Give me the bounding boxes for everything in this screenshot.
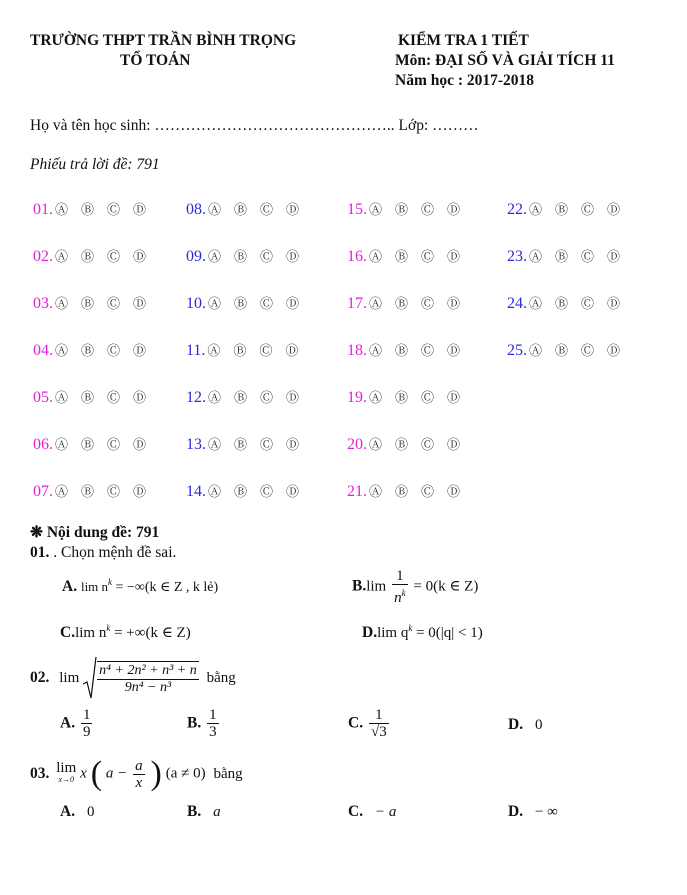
answer-bubble-d[interactable]: Ⓓ — [286, 437, 300, 452]
exponent: k — [408, 623, 413, 633]
expr-a: a − — [105, 765, 128, 782]
answer-bubble-d[interactable]: Ⓓ — [447, 437, 461, 452]
question-number-label: 10. — [186, 295, 206, 312]
answer-bubble-c[interactable]: Ⓒ — [260, 437, 274, 452]
question-number-label: 13. — [186, 436, 206, 453]
bubble-group — [55, 202, 159, 217]
answer-row-20 — [347, 434, 473, 454]
answer-bubble-b[interactable]: Ⓑ — [234, 390, 248, 405]
answer-bubble-c[interactable]: Ⓒ — [107, 249, 121, 264]
fraction-numerator: a — [135, 757, 143, 774]
option-expr: lim n — [75, 625, 107, 642]
lim-text: lim — [56, 760, 77, 776]
answer-bubble-b[interactable]: Ⓑ — [81, 202, 95, 217]
answer-bubble-a[interactable]: Ⓐ — [55, 390, 69, 405]
answer-bubble-a[interactable]: Ⓐ — [55, 343, 69, 358]
option-rest: = −∞(k ∈ Z , k lẻ) — [112, 580, 219, 596]
left-paren: ( — [90, 755, 103, 792]
bubble-group — [208, 249, 312, 264]
answer-bubble-d[interactable]: Ⓓ — [447, 484, 461, 499]
answer-bubble-c[interactable]: Ⓒ — [260, 296, 274, 311]
answer-bubble-b[interactable]: Ⓑ — [234, 437, 248, 452]
answer-bubble-a[interactable]: Ⓐ — [207, 343, 221, 358]
answer-bubble-a[interactable]: Ⓐ — [55, 249, 69, 264]
answer-bubble-c[interactable]: Ⓒ — [107, 390, 121, 405]
fraction — [81, 707, 93, 740]
answer-bubble-a[interactable]: Ⓐ — [369, 390, 383, 405]
bubble-group — [369, 390, 473, 405]
option-value: 0 — [86, 804, 95, 820]
bubble-group — [208, 437, 312, 452]
option-label: D. — [508, 803, 524, 820]
answer-bubble-d[interactable]: Ⓓ — [447, 249, 461, 264]
lim-block — [56, 760, 77, 785]
question-number-label: 04. — [33, 342, 53, 359]
fraction-denominator: 3 — [209, 724, 217, 740]
answer-bubble-d[interactable]: Ⓓ — [133, 390, 147, 405]
answer-bubble-d[interactable]: Ⓓ — [133, 343, 147, 358]
answer-bubble-c[interactable]: Ⓒ — [581, 249, 595, 264]
bubble-group — [529, 202, 633, 217]
answer-bubble-b[interactable]: Ⓑ — [555, 202, 569, 217]
fraction-denominator: n — [394, 590, 402, 606]
answer-bubble-a[interactable]: Ⓐ — [369, 484, 383, 499]
answer-row-25 — [507, 340, 633, 360]
question-number-label: 07. — [33, 483, 53, 500]
answer-row-09 — [186, 246, 312, 266]
bubble-group — [369, 202, 473, 217]
answer-bubble-b[interactable]: Ⓑ — [395, 390, 409, 405]
answer-bubble-c[interactable]: Ⓒ — [107, 343, 121, 358]
school-year: Năm học : 2017-2018 — [395, 72, 535, 89]
question-number-label: 25. — [507, 342, 527, 359]
answer-bubble-c[interactable]: Ⓒ — [421, 202, 435, 217]
answer-bubble-d[interactable]: Ⓓ — [607, 249, 621, 264]
answer-bubble-b[interactable]: Ⓑ — [234, 202, 248, 217]
answer-bubble-c[interactable]: Ⓒ — [260, 249, 274, 264]
question-number-label: 03. — [33, 295, 53, 312]
answer-row-17 — [347, 293, 473, 313]
bubble-group — [529, 249, 633, 264]
exponent: k — [401, 588, 406, 598]
answer-bubble-a[interactable]: Ⓐ — [369, 343, 383, 358]
answer-row-15 — [347, 199, 473, 219]
option-rest: = 0(k ∈ Z) — [409, 578, 479, 595]
answer-bubble-c[interactable]: Ⓒ — [421, 437, 435, 452]
fraction-denominator: √3 — [370, 724, 387, 740]
answer-bubble-d[interactable]: Ⓓ — [607, 343, 621, 358]
bubble-group — [55, 296, 159, 311]
fraction-denominator: x — [135, 774, 143, 791]
q1-option-d[interactable] — [362, 623, 483, 642]
question-number-label: 21. — [347, 483, 367, 500]
question-number-label: 24. — [507, 295, 527, 312]
bubble-group — [55, 390, 159, 405]
bubble-group — [369, 484, 473, 499]
bubble-group — [55, 437, 159, 452]
option-expr: lim q — [377, 625, 409, 642]
answer-bubble-a[interactable]: Ⓐ — [55, 484, 69, 499]
answer-bubble-d[interactable]: Ⓓ — [447, 390, 461, 405]
answer-bubble-b[interactable]: Ⓑ — [395, 249, 409, 264]
condition: (a ≠ 0) — [165, 765, 206, 782]
question-number-label: 22. — [507, 201, 527, 218]
answer-row-21 — [347, 481, 473, 501]
answer-row-12 — [186, 387, 312, 407]
question-03 — [30, 755, 243, 793]
school-name: TRƯỜNG THPT TRẦN BÌNH TRỌNG — [30, 32, 297, 49]
sqrt-sign — [83, 656, 97, 700]
answer-bubble-b[interactable]: Ⓑ — [81, 437, 95, 452]
q3-option-a[interactable] — [60, 803, 94, 821]
answer-bubble-b[interactable]: Ⓑ — [395, 437, 409, 452]
answer-bubble-d[interactable]: Ⓓ — [447, 296, 461, 311]
answer-bubble-a[interactable]: Ⓐ — [529, 296, 543, 311]
option-label: C. — [60, 624, 76, 642]
answer-row-19 — [347, 387, 473, 407]
answer-bubble-b[interactable]: Ⓑ — [234, 249, 248, 264]
q3-option-c[interactable] — [348, 803, 396, 821]
fraction — [207, 707, 219, 740]
question-number-label: 17. — [347, 295, 367, 312]
answer-bubble-b[interactable]: Ⓑ — [234, 484, 248, 499]
question-01 — [30, 544, 176, 562]
answer-row-14 — [186, 481, 312, 501]
question-number-label: 18. — [347, 342, 367, 359]
answer-bubble-b[interactable]: Ⓑ — [555, 343, 569, 358]
answer-bubble-c[interactable]: Ⓒ — [421, 390, 435, 405]
option-label: A. — [60, 714, 76, 732]
fraction — [369, 707, 389, 740]
answer-row-13 — [186, 434, 312, 454]
answer-bubble-c[interactable]: Ⓒ — [421, 343, 435, 358]
bubble-group — [55, 249, 159, 264]
answer-bubble-a[interactable]: Ⓐ — [208, 296, 222, 311]
option-value: − a — [374, 804, 397, 820]
bubble-group — [369, 343, 473, 358]
fraction-numerator: 1 — [209, 707, 217, 723]
question-02 — [30, 656, 236, 700]
question-number-label: 05. — [33, 389, 53, 406]
answer-row-23 — [507, 246, 633, 266]
answer-bubble-d[interactable]: Ⓓ — [285, 343, 299, 358]
question-number-label: 16. — [347, 248, 367, 265]
answer-bubble-b[interactable]: Ⓑ — [81, 249, 95, 264]
option-label: C. — [348, 714, 364, 732]
answer-row-03 — [33, 293, 159, 313]
answer-bubble-d[interactable]: Ⓓ — [286, 202, 300, 217]
answer-bubble-c[interactable]: Ⓒ — [107, 437, 121, 452]
fraction — [392, 568, 408, 606]
answer-row-18 — [347, 340, 473, 360]
option-expr: lim n — [80, 579, 109, 595]
bubble-group — [208, 484, 312, 499]
question-number-label: 02. — [33, 248, 53, 265]
bubble-group — [55, 343, 159, 358]
q1-option-c[interactable] — [60, 623, 191, 642]
question-number-label: 15. — [347, 201, 367, 218]
answer-row-16 — [347, 246, 473, 266]
answer-bubble-d[interactable]: Ⓓ — [133, 296, 147, 311]
option-label: A. — [62, 578, 78, 596]
answer-row-11 — [186, 340, 311, 360]
answer-bubble-c[interactable]: Ⓒ — [421, 249, 435, 264]
answer-bubble-c[interactable]: Ⓒ — [421, 296, 435, 311]
question-number-label: 11. — [186, 342, 206, 359]
answer-row-01 — [33, 199, 159, 219]
answer-bubble-c[interactable]: Ⓒ — [581, 296, 595, 311]
answer-bubble-a[interactable]: Ⓐ — [208, 202, 222, 217]
answer-bubble-a[interactable]: Ⓐ — [208, 484, 222, 499]
question-number-label: 20. — [347, 436, 367, 453]
answer-bubble-a[interactable]: Ⓐ — [369, 296, 383, 311]
answer-bubble-d[interactable]: Ⓓ — [607, 202, 621, 217]
answer-bubble-a[interactable]: Ⓐ — [55, 202, 69, 217]
answer-bubble-d[interactable]: Ⓓ — [133, 437, 147, 452]
answer-bubble-b[interactable]: Ⓑ — [233, 343, 247, 358]
bubble-group — [369, 249, 473, 264]
answer-bubble-c[interactable]: Ⓒ — [260, 484, 274, 499]
answer-bubble-c[interactable]: Ⓒ — [260, 390, 274, 405]
answer-bubble-a[interactable]: Ⓐ — [529, 202, 543, 217]
fraction-numerator: 1 — [392, 568, 408, 585]
lim-text: lim — [59, 669, 80, 686]
answer-bubble-a[interactable]: Ⓐ — [208, 437, 222, 452]
question-number-label: 01. — [33, 201, 53, 218]
answer-row-22 — [507, 199, 633, 219]
right-paren: ) — [150, 755, 162, 792]
answer-bubble-d[interactable]: Ⓓ — [133, 202, 147, 217]
fraction — [133, 758, 145, 791]
answer-bubble-d[interactable]: Ⓓ — [447, 202, 461, 217]
option-label: D. — [362, 624, 378, 642]
answer-bubble-b[interactable]: Ⓑ — [395, 484, 409, 499]
exam-title: KIỂM TRA 1 TIẾT — [398, 32, 529, 49]
answer-bubble-b[interactable]: Ⓑ — [81, 296, 95, 311]
answer-row-07 — [33, 481, 159, 501]
q3-option-b[interactable] — [187, 803, 221, 821]
answer-bubble-c[interactable]: Ⓒ — [107, 484, 121, 499]
answer-bubble-b[interactable]: Ⓑ — [555, 249, 569, 264]
bubble-group — [207, 343, 311, 358]
bubble-group — [369, 437, 473, 452]
answer-bubble-c[interactable]: Ⓒ — [107, 296, 121, 311]
answer-bubble-b[interactable]: Ⓑ — [395, 202, 409, 217]
answer-bubble-b[interactable]: Ⓑ — [555, 296, 569, 311]
answer-bubble-c[interactable]: Ⓒ — [107, 202, 121, 217]
answer-bubble-d[interactable]: Ⓓ — [133, 249, 147, 264]
department-name: TỔ TOÁN — [120, 52, 191, 69]
sqrt-expression — [83, 656, 199, 700]
answer-bubble-c[interactable]: Ⓒ — [260, 202, 274, 217]
answer-bubble-a[interactable]: Ⓐ — [208, 390, 222, 405]
fraction-numerator: 1 — [82, 707, 91, 723]
answer-bubble-d[interactable]: Ⓓ — [286, 296, 300, 311]
fraction-numerator: 1 — [369, 707, 389, 724]
question-number-label: 12. — [186, 389, 206, 406]
question-tail: bằng — [206, 669, 236, 686]
answer-bubble-d[interactable]: Ⓓ — [286, 390, 300, 405]
subject-title: Môn: ĐẠI SỐ VÀ GIẢI TÍCH 11 — [395, 52, 615, 69]
answer-bubble-d[interactable]: Ⓓ — [133, 484, 147, 499]
question-number-label: 14. — [186, 483, 206, 500]
answer-bubble-b[interactable]: Ⓑ — [234, 296, 248, 311]
q2-option-d[interactable] — [508, 716, 542, 734]
bubble-group — [529, 343, 633, 358]
answer-bubble-c[interactable]: Ⓒ — [259, 343, 273, 358]
answer-bubble-d[interactable]: Ⓓ — [286, 484, 300, 499]
question-number-label: 09. — [186, 248, 206, 265]
option-label: A. — [60, 803, 76, 820]
exponent: k — [108, 577, 113, 587]
answer-row-06 — [33, 434, 159, 454]
bubble-group — [208, 202, 312, 217]
answer-bubble-b[interactable]: Ⓑ — [81, 390, 95, 405]
question-number-label: 06. — [33, 436, 53, 453]
bubble-group — [529, 296, 633, 311]
answer-bubble-b[interactable]: Ⓑ — [395, 343, 409, 358]
fraction-denominator: 9n⁴ − n³ — [124, 679, 172, 695]
question-number: 02. — [30, 669, 50, 686]
question-text: . Chọn mệnh đề sai. — [53, 544, 177, 561]
answer-row-24 — [507, 293, 633, 313]
answer-bubble-d[interactable]: Ⓓ — [286, 249, 300, 264]
lim-subscript: x→0 — [58, 775, 75, 784]
answer-bubble-b[interactable]: Ⓑ — [81, 343, 95, 358]
q1-option-a[interactable] — [62, 577, 218, 596]
option-rest: = +∞(k ∈ Z) — [110, 625, 191, 642]
expr-x: x — [80, 765, 87, 782]
q2-option-c[interactable] — [348, 707, 391, 740]
answer-bubble-d[interactable]: Ⓓ — [447, 343, 461, 358]
answer-bubble-c[interactable]: Ⓒ — [581, 343, 595, 358]
question-number: 01. — [30, 544, 50, 561]
answer-bubble-a[interactable]: Ⓐ — [369, 437, 383, 452]
answer-bubble-c[interactable]: Ⓒ — [581, 202, 595, 217]
answer-sheet-title: Phiếu trả lời đề: 791 — [30, 156, 160, 173]
content-title: ❋ Nội dung đề: 791 — [30, 524, 160, 541]
question-tail: bằng — [213, 765, 243, 782]
fraction-numerator: n⁴ + 2n² + n³ + n — [99, 662, 197, 678]
answer-bubble-a[interactable]: Ⓐ — [369, 202, 383, 217]
option-label: B. — [352, 577, 367, 595]
option-value: − ∞ — [534, 804, 558, 820]
option-rest: = 0(|q| < 1) — [412, 625, 483, 642]
option-label: C. — [348, 803, 364, 820]
answer-bubble-a[interactable]: Ⓐ — [55, 437, 69, 452]
bubble-group — [208, 296, 312, 311]
option-label: B. — [187, 803, 202, 820]
answer-row-02 — [33, 246, 159, 266]
fraction — [97, 661, 199, 696]
lim-text: lim — [366, 578, 387, 595]
bubble-group — [208, 390, 312, 405]
q1-option-b[interactable] — [352, 568, 478, 606]
question-number: 03. — [30, 765, 50, 782]
student-info-line: Họ và tên học sinh: ……………………………………….. Lớp: ……… — [30, 117, 479, 134]
radicand: 3 — [379, 724, 387, 740]
answer-bubble-a[interactable]: Ⓐ — [529, 343, 543, 358]
fraction-denominator: 9 — [82, 724, 91, 740]
exponent: k — [106, 623, 111, 633]
option-label: B. — [187, 714, 202, 732]
q2-option-a[interactable] — [60, 707, 94, 740]
answer-bubble-c[interactable]: Ⓒ — [421, 484, 435, 499]
bubble-group — [55, 484, 159, 499]
answer-bubble-b[interactable]: Ⓑ — [81, 484, 95, 499]
answer-row-08 — [186, 199, 312, 219]
option-label: D. — [508, 716, 524, 733]
answer-bubble-d[interactable]: Ⓓ — [607, 296, 621, 311]
answer-bubble-a[interactable]: Ⓐ — [208, 249, 222, 264]
question-number-label: 08. — [186, 201, 206, 218]
question-number-label: 19. — [347, 389, 367, 406]
option-value: 0 — [534, 717, 543, 733]
bubble-group — [369, 296, 473, 311]
answer-row-10 — [186, 293, 312, 313]
option-value: a — [213, 804, 221, 820]
answer-bubble-b[interactable]: Ⓑ — [395, 296, 409, 311]
answer-row-04 — [33, 340, 159, 360]
answer-row-05 — [33, 387, 159, 407]
answer-bubble-a[interactable]: Ⓐ — [55, 296, 69, 311]
q2-option-b[interactable] — [187, 707, 221, 740]
q3-option-d[interactable] — [508, 803, 558, 821]
answer-bubble-a[interactable]: Ⓐ — [369, 249, 383, 264]
answer-bubble-a[interactable]: Ⓐ — [529, 249, 543, 264]
question-number-label: 23. — [507, 248, 527, 265]
